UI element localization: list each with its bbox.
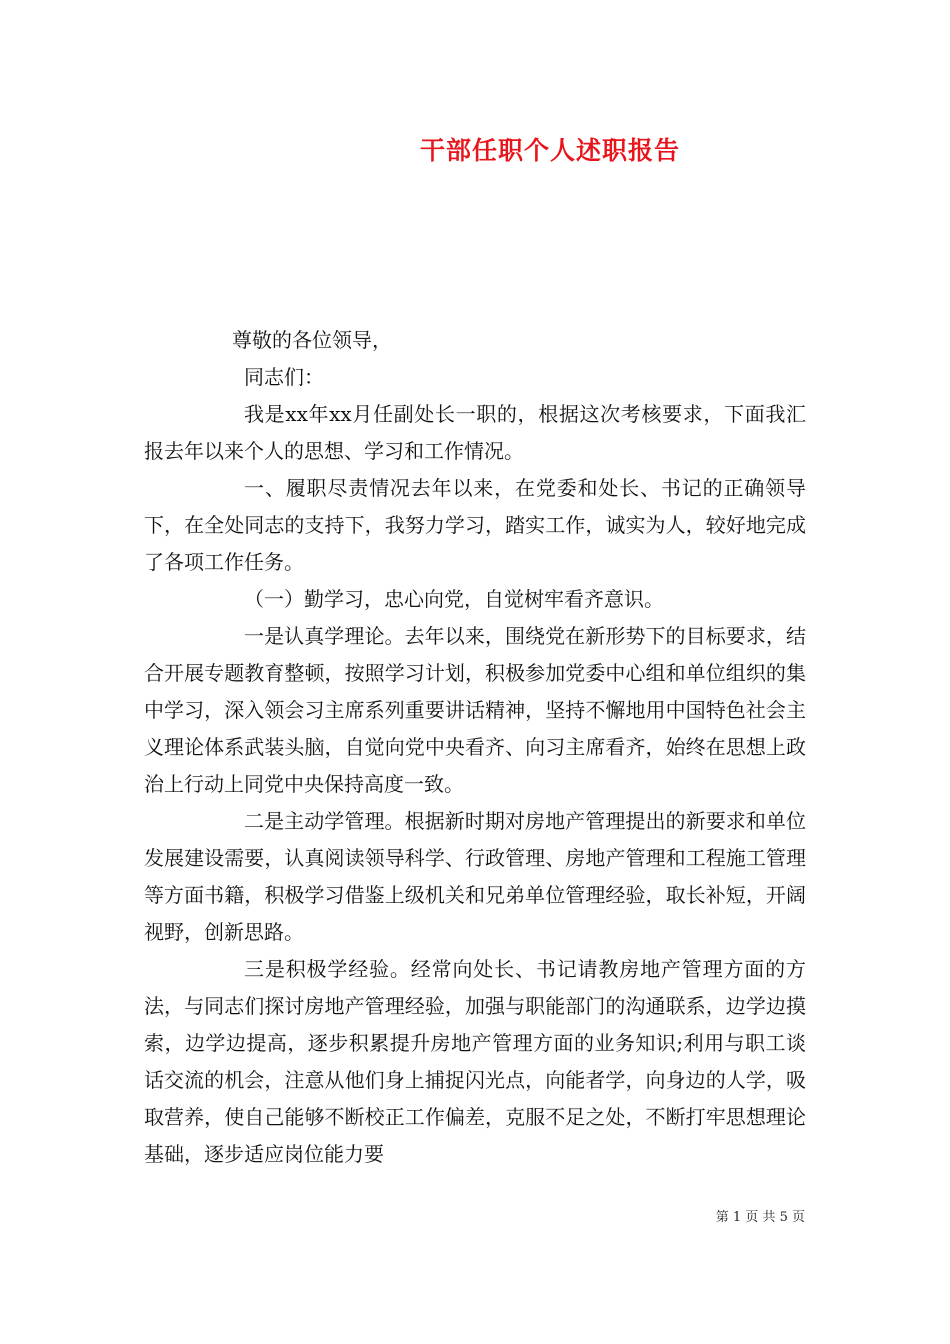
body-paragraph: 三是积极学经验。经常向处长、书记请教房地产管理方面的方法，与同志们探讨房地产管理经验，加强与职能部门的沟通联系，边学边摸索，边学边提高，逐步积累提升房地产管理方面的业务知识;利用与职工谈话交流的机会，注意从他们身上捕捉闪光点，向能者学，向身边的人学，吸取营养，使自己能够不断校正工作偏差，克服不足之处，不断打牢思想理论基础，逐步适应岗位能力要: [144, 957, 806, 1166]
document-title: 干部任职个人述职报告: [419, 136, 680, 165]
body-paragraph: 一、履职尽责情况去年以来，在党委和处长、书记的正确领导下，在全处同志的支持下，我努力学习，踏实工作，诚实为人，较好地完成了各项工作任务。: [144, 476, 806, 574]
document-body: [144, 322, 806, 1173]
salutation-line: 尊敬的各位领导，: [232, 328, 392, 352]
section-heading: （一）勤学习，忠心向党，自觉树牢看齐意识。: [244, 587, 664, 611]
body-paragraph: 我是xx年xx月任副处长一职的，根据这次考核要求，下面我汇报去年以来个人的思想、学习和工作情况。: [144, 402, 806, 463]
body-paragraph: 一是认真学理论。去年以来，围绕党在新形势下的目标要求，结合开展专题教育整顿，按照学习计划，积极参加党委中心组和单位组织的集中学习，深入领会习主席系列重要讲话精神，坚持不懈地用中国特色社会主义理论体系武装头脑，自觉向党中央看齐、向习主席看齐，始终在思想上政治上行动上同党中央保持高度一致。: [144, 624, 806, 796]
salutation-line: 同志们：: [244, 365, 324, 389]
page-number: 第 1 页 共 5 页: [715, 1210, 805, 1225]
body-paragraph: 二是主动学管理。根据新时期对房地产管理提出的新要求和单位发展建设需要，认真阅读领导科学、行政管理、房地产管理和工程施工管理等方面书籍，积极学习借鉴上级机关和兄弟单位管理经验，取长补短，开阔视野，创新思路。: [144, 809, 806, 944]
